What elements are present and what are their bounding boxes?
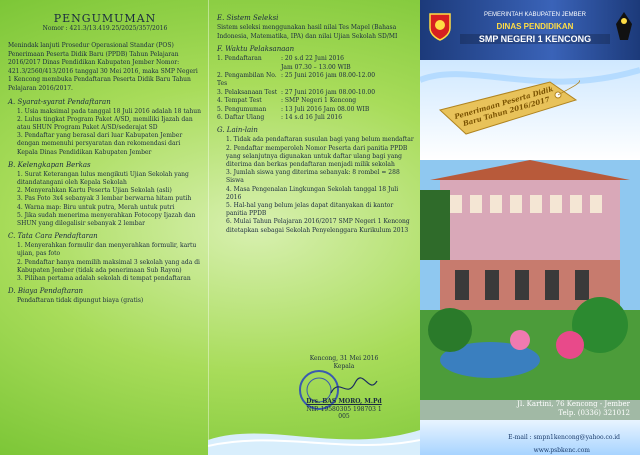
schedule-row: 1. Pendaftaran : 20 s.d 22 Juni 2016 <box>217 55 344 63</box>
list-item: 5. Jika sudah menerima menyerahkan Fotocopy Ijazah dan SHUN yang dilegalisir sebanyak 2 lembar <box>17 211 196 227</box>
section-a-heading: A. Syarat-syarat Pendaftaran <box>8 97 111 106</box>
school-building-photo <box>420 160 640 400</box>
list-item: 2. Pendaftar hanya memilih maksimal 3 sekolah yang ada di Kabupaten Jember (tidak ada penerimaan Sub Rayon) <box>17 258 200 274</box>
list-item: 2. Lulus tingkat Program Paket A/SD, memiliki Ijazah dan atau SHUN Program Paket A/SD/sederajat SD <box>17 115 193 131</box>
website-text: www.psbkenc.com <box>533 447 590 454</box>
list-item: 2. Pendaftar memperoleh Nomor Peserta dari panitia PPDB yang selanjutnya digunakan untuk daftar ulang bagi yang diterima dan berkas pendaftaran menjadi milik sekolah <box>226 144 408 169</box>
schedule-row: 2. Pengambilan No. Tes : 25 Juni 2016 jam 08.00-12.00 <box>217 72 376 88</box>
section-d-heading: D. Biaya Pendaftaran <box>8 287 84 296</box>
address-line: Jl. Kartini, 76 Kencong - Jember <box>517 400 630 408</box>
list-item: 1. Surat Keterangan lulus mengikuti Ujian Sekolah yang ditandatangani oleh Kepala Sekolah <box>17 170 189 186</box>
list-item: 4. Warna map: Biru untuk putra, Merah untuk putri <box>17 203 175 211</box>
schedule-row: 5. Pengumuman : 13 Juli 2016 Jam 08.00 WIB <box>217 105 370 113</box>
left-panel <box>0 0 208 455</box>
signer-role: Kepala <box>333 363 355 370</box>
signer-name: Drs. BAS MORO, M.Pd <box>306 398 382 405</box>
list-item: 3. Jumlah siswa yang diterima sebanyak: 8 rombel = 288 Siswa <box>226 169 400 185</box>
header-government: PEMERINTAH KABUPATEN JEMBER <box>483 12 586 18</box>
section-c-heading: C. Tata Cara Pendaftaran <box>8 232 98 241</box>
list-item: 6. Mulai Tahun Pelajaran 2016/2017 SMP Negeri 1 Kencong ditetapkan sebagai Sekolah Penyelenggara Kurikulum 2013 <box>226 218 410 234</box>
list-item: Pendaftaran tidak dipungut biaya (gratis) <box>17 297 144 305</box>
phone-line: Telp. (0336) 321012 <box>558 409 630 417</box>
section-g-heading: G. Lain-lain <box>217 126 258 135</box>
announcement-title: PENGUMUMAN <box>53 12 157 25</box>
list-item: 3. Pilihan pertama adalah sekolah di tempat pendaftaran <box>17 275 191 283</box>
selection-text: Sistem seleksi menggunakan hasil nilai Tes Mapel (Bahasa Indonesia, Matematika, IPA) dan nilai Ujian Sekolah SD/MI <box>217 24 398 40</box>
signer-nip: NIP. 19580305 198703 1 005 <box>306 406 382 420</box>
bottom-wave-decoration <box>208 410 420 455</box>
schedule-row: 3. Pelaksanaan Test : 27 Juni 2016 jam 08.00-10.00 <box>217 88 376 96</box>
contact-band <box>420 420 640 455</box>
signature-icon <box>329 375 379 400</box>
school-address <box>420 400 640 420</box>
schedule-row: 4. Tempat Test : SMP Negeri 1 Kencong <box>217 97 357 105</box>
email-text: E-mail : smpn1kencong@yahoo.co.id <box>508 434 620 441</box>
list-item: 1. Usia maksimal pada tanggal 18 Juli 2016 adalah 18 tahun <box>17 107 201 115</box>
list-item: 4. Masa Pengenalan Lingkungan Sekolah tanggal 18 Juli 2016 <box>226 185 399 201</box>
list-item: 1. Menyerahkan formulir dan menyerahkan formulir, kartu ujian, pas foto <box>17 242 197 258</box>
list-item: 1. Tidak ada pendaftaran susulan bagi yang belum mendaftar <box>226 136 414 144</box>
header-department: DINAS PENDIDIKAN <box>496 22 574 31</box>
section-b-heading: B. Kelengkapan Berkas <box>8 160 91 169</box>
list-item: 3. Pendaftar yang berasal dari luar Kabupaten Jember dengan memenuhi persyaratan dan rekomendasi dari Kepala Dinas Pendidikan Kabupaten Jember <box>17 132 183 156</box>
list-item: 5. Hal-hal yang belum jelas dapat ditanyakan di kantor panitia PPDB <box>226 202 394 218</box>
section-f-heading: F. Waktu Pelaksanaan <box>217 45 295 54</box>
middle-panel <box>208 0 420 455</box>
cover-panel <box>420 0 640 455</box>
intro-text: Menindak lanjuti Prosedur Operasional Standar (POS) Penerimaan Peserta Didik Baru (PPDB) Tahun Pelajaran 2016/2017 Dinas Pendidikan Kabupaten Jember Nomor: 421.3/2560/413/2016 tanggal 30 Mei 2016, maka SMP Negeri 1 Kencong membuka Pendaftaran Peserta Didik Baru Tahun Pelajaran 2016/2017. <box>8 42 198 92</box>
list-item: 2. Menyerahkan Kartu Peserta Ujian Sekolah (asli) <box>17 187 172 195</box>
header-school-name: SMP NEGERI 1 KENCONG <box>460 34 610 44</box>
schedule-row: 6. Daftar Ulang : 14 s.d 16 Juli 2016 <box>217 114 343 122</box>
tut-wuri-handayani-logo-icon <box>614 10 634 42</box>
announcement-number: Nomor : 421.3/13.419.25/2025/357/2016 <box>42 25 168 32</box>
section-e-heading: E. Sistem Seleksi <box>217 14 279 22</box>
place-date: Kencong, 31 Mei 2016 <box>309 355 379 362</box>
regency-crest-icon <box>428 12 452 42</box>
list-item: 3. Pas Foto 3x4 sebanyak 3 lembar berwarna hitam putih <box>17 195 192 203</box>
schedule-row: Jam 07.30 – 13.00 WIB <box>281 63 351 71</box>
tag-label: Penerimaan Peserta Didik Baru Tahun 2016/2017 <box>453 84 555 129</box>
